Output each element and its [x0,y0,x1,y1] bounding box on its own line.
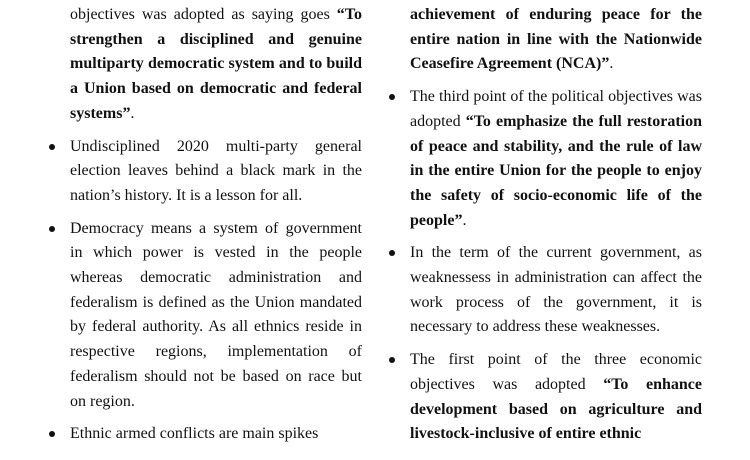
paragraph-end: . [130,104,135,122]
list-item-text: Ethnic armed conflicts are main spikes [70,425,319,443]
bold-quote: “To enhance development based on agriculture and livestock-inclusive of entire ethnic [410,375,703,443]
list-item-text: Democracy means a system of government in which power is vested in the people whereas democratic administration and federalism is defined as the Union mandated by federal authority. As all ethnics reside in respective regions, implementation of federalism should not be based on race but on region. [70,219,362,410]
list-item-government-weaknesses [410,241,702,340]
bold-quote: “To emphasize the full restoration of peace and stability, and the rule of law in the entire Union for the people to enjoy the safety of socio-economic life of the people” [410,112,702,229]
paragraph-end: . [609,55,614,73]
paragraph-end: . [462,211,467,229]
bullet-icon [389,94,395,100]
list-item-democracy [70,217,362,415]
list-item-ethnic-conflicts [70,422,362,447]
paragraph-intro: The first point of the three economic objectives was adopted [410,351,702,393]
paragraph-political-objective-continued [70,3,362,127]
list-item-third-political-objective [410,85,702,233]
list-item-text: In the term of the current government, as weaknessess in administration can affect the work process of the government, it is necessary to address these weaknesses. [410,244,702,336]
bullet-icon [49,144,55,150]
list-item-first-economic-objective [410,348,702,447]
bullet-icon [389,250,395,256]
bold-quote: “To strengthen a disciplined and genuine multiparty democratic system and to build a Union based on democratic and federal systems” [70,6,362,122]
bullet-icon [389,357,395,363]
paragraph-intro: objectives was adopted as saying goes [70,6,337,23]
list-item-text: Undisciplined 2020 multi-party general election leaves behind a black mark in the nation’s history. It is a lesson for all. [70,137,362,204]
list-item-election [70,135,362,209]
paragraph-intro: The third point of the political objectives was adopted [410,88,702,130]
bold-quote: achievement of enduring peace for the entire nation in line with the Nationwide Ceasefire Agreement (NCA)” [410,6,702,73]
bullet-icon [49,226,55,232]
left-column [70,3,362,455]
bullet-icon [49,431,55,437]
right-column [410,3,702,455]
paragraph-peace-objective-continued [410,3,702,77]
